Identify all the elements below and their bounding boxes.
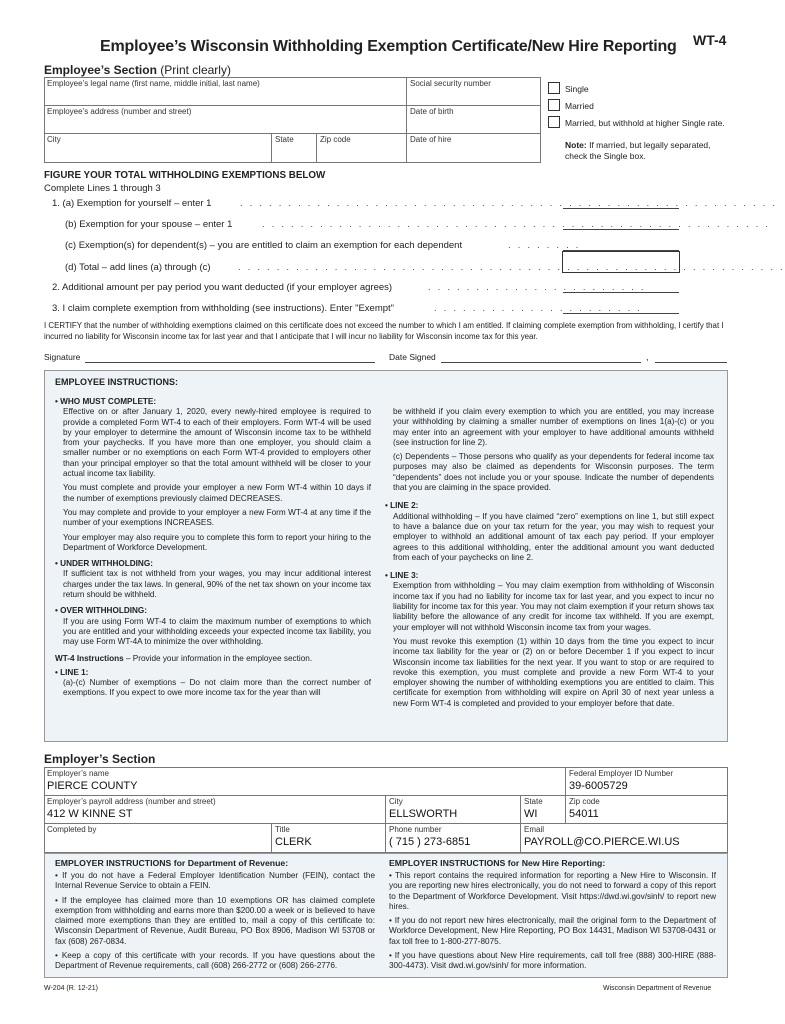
employee-section-note: (Print clearly) [160,63,231,77]
employee-section-heading [44,63,231,77]
title-label: Title [275,825,290,834]
married-label: Married [565,101,594,111]
line2-heading: LINE 2: [390,501,419,511]
single-checkbox[interactable] [548,82,560,94]
grid-divider [44,823,728,824]
wt4-heading: WT-4 Instructions [55,653,124,663]
grid-divider [271,823,272,853]
completed-by-label[interactable]: Completed by [47,825,97,834]
who-paragraph-2: You must complete and provide your employer a new Form WT-4 within 10 days if the number of exemptions previously claimed DECREASES. [63,483,371,503]
legal-name-field[interactable]: Employee’s legal name (first name, middle initial, last name) [47,79,260,88]
line3-paragraph-1: Exemption from withholding – You may claim exemption from withholding of Wisconsin income tax if you had no liability for income tax for last year, and you expect to incur no liability for income tax for this year. You may not claim exemption if your return shows tax liability before the allowance of any credit for income tax withheld. If you are exempt, your employer will not withhold Wisconsin income tax from your wages. [393,581,714,632]
address-field[interactable]: Employee’s address (number and street) [47,107,192,116]
date-signed-input[interactable] [441,362,641,363]
single-label: Single [565,84,589,94]
leader-dots: . . . . . . . . . . . . . . . . . . . . . . . [428,282,646,293]
phone-label: Phone number [389,825,442,834]
hire-date-field[interactable]: Date of hire [410,135,452,144]
employer-zip-value[interactable]: 54011 [569,808,599,820]
employee-section-title: Employee’s Section [44,63,157,77]
employer-city-label: City [389,797,403,806]
employee-info-grid [44,77,541,163]
status-note-text: If married, but legally separated, check the Single box. [565,140,711,161]
line1-heading: LINE 1: [60,667,89,677]
fein-label: Federal Employer ID Number [569,769,674,778]
employee-instructions-left-column: • WHO MUST COMPLETE: Effective on or after January 1, 2020, every newly-hired employee is required to provide a completed Form WT-4 to each of their employers. Form WT-4 will be used by your employer to determine the amount of Wisconsin income tax to be withheld from your paychecks. If you have more than one employer, you should claim a smaller number or no exemptions on each Form WT-4 provided to employers other than your principal employer so that the total amount withheld will be closer to your actual income tax liability. You must complete and provide your employer a new Form WT-4 within 10 days if the number of exemptions previously claimed DECREASES. You may complete and provide to your employer a new Form WT-4 at any time if the number of your exemptions INCREASES. Your employer may also require you to complete this form to report your hiring to the Department of Workforce Development. • UNDER WITHHOLDING: If sufficient tax is not withheld from your wages, you may incur additional interest charges under the tax laws. In general, 90% of the net tax shown on your income tax return should be withheld. • OVER WITHHOLDING: If you are using Form WT-4 to claim the maximum number of exemptions to which you are entitled and your withholding exceeds your expected income tax liability, you may use Form WT-4A to minimize the over withholding. WT-4 Instructions – Provide your information in the employee section. • LINE 1: (a)-(c) Number of exemptions – Do not claim more than the correct number of exemptions. If you expect to owe more income tax for the year than will [55,397,371,698]
employer-zip-label: Zip code [569,797,600,806]
form-revision: W-204 (R. 12-21) [44,985,98,992]
dor-instructions-heading: EMPLOYER INSTRUCTIONS for Department of Revenue: [55,858,289,868]
employer-address-value[interactable]: 412 W KINNE ST [47,808,133,820]
agency-name: Wisconsin Department of Revenue [603,985,712,992]
title-value[interactable]: CLERK [275,836,312,848]
over-paragraph: If you are using Form WT-4 to claim the maximum number of exemptions to which you are entitled and your withholding exceeds your expected income tax liability, you may use Form WT-4A to minimize the over withholding. [63,616,371,647]
signature-label: Signature [44,352,81,362]
date-year-input[interactable] [655,362,727,363]
dob-field[interactable]: Date of birth [410,107,454,116]
certification-text: I CERTIFY that the number of withholding exemptions claimed on this certificate does not exceed the number to which I am entitled. If claiming complete exemption from withholding, I certify that I incurred no liability for Wisconsin income tax for last year and that I anticipate that I will incur no liability for Wisconsin income tax for this year. [44,321,724,341]
form-title: Employee’s Wisconsin Withholding Exemption Certificate/New Hire Reporting [100,38,677,55]
new-hire-instructions-heading: EMPLOYER INSTRUCTIONS for New Hire Reporting: [389,858,606,868]
dor-bullet-1: If you do not have a Federal Employer Identification Number (FEIN), contact the Internal Revenue Service to obtain a FEIN. [55,871,375,891]
line3-paragraph-2: You must revoke this exemption (1) within 10 days from the time you expect to incur income tax liability for the year or (2) on or before December 1 if you expect to incur Wisconsin income tax liabilities for the next year. If you want to stop or are required to revoke this exemption, you must complete and provide a new Form WT-4 to your employer showing the number of withholding exemptions you are entitled to claim. This certificate for exemption from withholding will expire on April 30 of next year unless a new Form WT-4 is completed and provided to your employer before that date. [393,636,714,708]
married-higher-checkbox[interactable] [548,116,560,128]
employer-section-heading: Employer’s Section [44,752,156,766]
leader-dots: . . . . . . . . . . . . . . . . . . . . . . . . . . . . . . . . . . . . . . . . . . . . . . . . . . . . . . . . . [238,262,785,273]
married-checkbox[interactable] [548,99,560,111]
dor-bullet-3: Keep a copy of this certificate with your records. If you have questions about the Department of Revenue requirements, call (608) 266-2772 or (608) 266-2776. [55,951,375,971]
employer-city-value[interactable]: ELLSWORTH [389,808,458,820]
under-heading: UNDER WITHHOLDING: [60,559,153,569]
wt4-tail: – Provide your information in the employee section. [123,653,313,663]
city-field[interactable]: City [47,135,61,144]
line-1c-label: (c) Exemption(s) for dependent(s) – you are entitled to claim an exemption for each dependent [65,240,463,251]
married-higher-label: Married, but withhold at higher Single rate. [565,118,725,128]
employee-instructions-right-column: be withheld if you claim every exemption to which you are entitled, you may increase your withholding by claiming a smaller number of exemptions on lines 1(a)-(c) or you may enter into an agreement with your employer to have additional amounts withheld (see instruction for line 2). (c) Dependents – Those persons who qualify as your dependents for federal income tax purposes may also be claimed as dependents for Wisconsin purposes. The term “dependents” does not include you or your spouse. Indicate the number of dependents that you are claiming in the space provided. • LINE 2: Additional withholding – If you have claimed “zero” exemptions on line 1, but still expect to have a balance due on your tax return for the year, you may wish to request your employer to withhold an additional amount of tax each pay period. If your employer agrees to this additional withholding, enter the additional amount you want deducted from each of your paychecks on line 2. • LINE 3: Exemption from withholding – You may claim exemption from withholding of Wisconsin income tax if you had no liability for income tax for last year, and you expect to incur no liability for income tax for this year. You may not claim exemption if your return shows tax liability before the allowance of any credit for income tax withheld. If you are exempt, your employer will not withhold Wisconsin income tax from your wages. You must revoke this exemption (1) within 10 days from the time you expect to incur income tax liability for the year or (2) on or before December 1 if you expect to incur Wisconsin income tax liabilities for the next year. If you want to stop or are required to revoke this exemption, you must complete and provide a new Form WT-4 to your employer showing the number of withholding exemptions you are entitled to claim. This certificate for exemption from withholding will expire on April 30 of next year unless a new Form WT-4 is completed and provided to your employer before that date. [385,407,714,708]
leader-dots: . . . . . . . . [508,240,581,251]
leader-dots: . . . . . . . . . . . . . . . . . . . . . . . . . . . . . . . . . . . . . . . . . . . . . . . . . . . . . . . . [240,198,778,209]
new-hire-bullet-1: This report contains the required information for reporting a New Hire to Wisconsin. If you are reporting new hires electronically, you do not need to forward a copy of this report to the Department of Workforce Development. Visit https://dwd.wi.gov/sinh/ to report new hires. [389,871,716,911]
line-1a-input[interactable] [563,208,679,209]
status-note-bold: Note: [565,140,587,150]
new-hire-bullet-2: If you do not report new hires electronically, mail the original form to the Department of Workforce Development, New Hire Reporting, PO Box 14431, Madison WI 53708-0431 or fax toll free to 1-800-277-8075. [389,916,716,946]
ssn-field[interactable]: Social security number [410,79,491,88]
signature-input[interactable] [85,362,375,363]
grid-divider [406,77,407,163]
line-3-input[interactable] [563,313,679,314]
form-id: WT-4 [693,32,727,48]
who-paragraph-4: Your employer may also require you to complete this form to report your hiring to the Department of Workforce Development. [63,532,371,552]
grid-divider [271,133,272,163]
grid-divider [316,133,317,163]
status-note [565,140,727,162]
employer-name-value[interactable]: PIERCE COUNTY [47,780,138,792]
line-1d-total-box[interactable] [562,251,680,273]
over-heading: OVER WITHHOLDING: [60,606,148,616]
who-paragraph-3: You may complete and provide to your employer a new Form WT-4 at any time if the number of your exemptions INCREASES. [63,507,371,528]
grid-divider [44,105,541,106]
line-1a-label: 1. (a) Exemption for yourself – enter 1 [52,198,212,209]
date-comma: , [646,352,649,362]
line-2-label: 2. Additional amount per pay period you want deducted (if your employer agrees) [52,282,393,293]
grid-divider [385,795,386,853]
right-paragraph-2: (c) Dependents – Those persons who qualify as your dependents for federal income tax purposes may also be claimed as dependents for Wisconsin purposes. The term “dependents” does not include you or your spouse. Indicate the number of dependents that you are claiming in the space provided. [393,452,714,493]
zip-field[interactable]: Zip code [320,135,351,144]
new-hire-instructions-column: • This report contains the required information for reporting a New Hire to Wisconsin. If you are reporting new hires electronically, you do not need to forward a copy of this report to the Department of Workforce Development. Visit https://dwd.wi.gov/sinh/ to report new hires. • If you do not report new hires electronically, mail the original form to the Department of Workforce Development, New Hire Reporting, PO Box 14431, Madison WI 53708-0431 or fax toll free to 1-800-277-8075. • If you have questions about New Hire requirements, call toll free (888) 300-HIRE (888-300-4473). Visit dwd.wi.gov/sinh/ for more information. [389,871,716,971]
employer-state-label: State [524,797,543,806]
who-paragraph-1: Effective on or after January 1, 2020, every newly-hired employee is required to provide a completed Form WT-4 to each of their employers. Form WT-4 will be used by your employer to determine the amount of Wisconsin income tax to be withheld from your paychecks. If you have more than one employer, you should claim a smaller number or no exemptions on each Form WT-4 provided to employers other than your principal employer so that the total amount withheld will be closer to your actual income tax liability. [63,407,371,479]
phone-value[interactable]: ( 715 ) 273-6851 [389,836,471,848]
line-3-label: 3. I claim complete exemption from withholding (see instructions). Enter "Exempt" [52,303,395,314]
employer-address-label: Employer’s payroll address (number and street) [47,797,216,806]
email-value[interactable]: PAYROLL@CO.PIERCE.WI.US [524,836,680,848]
line-1d-label: (d) Total – add lines (a) through (c) [65,262,211,273]
line-1b-label: (b) Exemption for your spouse – enter 1 [65,219,233,230]
leader-dots: . . . . . . . . . . . . . . . . . . . . . . [434,303,643,314]
email-label: Email [524,825,545,834]
line3-heading: LINE 3: [390,571,419,581]
dor-bullet-2: If the employee has claimed more than 10 exemptions OR has claimed complete exemption from withholding and earns more than $200.00 a week or is believed to have claimed more exemptions than they are entitled to, mail a copy of this certificate to: Wisconsin Department of Revenue, Audit Bureau, PO Box 8906, Madison WI 53708 or fax (608) 267-0834. [55,895,375,946]
employee-instructions-heading: EMPLOYEE INSTRUCTIONS: [55,377,179,387]
grid-divider [44,795,728,796]
employer-name-label: Employer’s name [47,769,109,778]
exemptions-heading: FIGURE YOUR TOTAL WITHHOLDING EXEMPTIONS BELOW [44,170,326,181]
grid-divider [520,795,521,853]
line2-paragraph: Additional withholding – If you have claimed “zero” exemptions on line 1, but still expect to have a balance due on your tax return for the year, you may wish to request your employer to withhold an additional amount of tax each pay period. If your employer agrees to this additional withholding, enter the additional amount you want deducted from each of your paychecks on line 2. [393,511,714,562]
exemptions-sub: Complete Lines 1 through 3 [44,183,161,194]
grid-divider [565,767,566,823]
leader-dots: . . . . . . . . . . . . . . . . . . . . . . . . . . . . . . . . . . . . . . . . . . . . . . . . . . . . . [262,219,771,230]
employer-state-value[interactable]: WI [524,808,538,820]
line-1b-input[interactable] [563,229,679,230]
date-signed-label: Date Signed [389,352,436,362]
fein-value[interactable]: 39-6005729 [569,780,628,792]
new-hire-bullet-3: If you have questions about New Hire requirements, call toll free (888) 300-HIRE (888-300-4473). Visit dwd.wi.gov/sinh/ for more information. [389,951,716,971]
grid-divider [44,133,541,134]
dor-instructions-column: • If you do not have a Federal Employer Identification Number (FEIN), contact the Internal Revenue Service to obtain a FEIN. • If the employee has claimed more than 10 exemptions OR has claimed complete exemption from withholding and earns more than $200.00 a week or is believed to have claimed more exemptions than they are entitled to, mail a copy of this certificate to: Wisconsin Department of Revenue, Audit Bureau, PO Box 8906, Madison WI 53708 or fax (608) 267-0834. • Keep a copy of this certificate with your records. If you have questions about the Department of Revenue requirements, call (608) 266-2772 or (608) 266-2776. [55,871,375,971]
right-paragraph-1: be withheld if you claim every exemption to which you are entitled, you may increase your withholding by claiming a smaller number of exemptions on lines 1(a)-(c) or you may enter into an agreement with your employer to have additional amounts withheld (see instruction for line 2). [393,407,714,447]
line1-paragraph: (a)-(c) Number of exemptions – Do not claim more than the correct number of exemptions. If you expect to owe more income tax for the year than will [63,678,371,698]
line-2-input[interactable] [563,292,679,293]
who-heading: WHO MUST COMPLETE: [60,397,157,406]
under-paragraph: If sufficient tax is not withheld from your wages, you may incur additional interest charges under the tax laws. In general, 90% of the net tax shown on your income tax return should be withheld. [63,569,371,600]
state-field[interactable]: State [275,135,294,144]
